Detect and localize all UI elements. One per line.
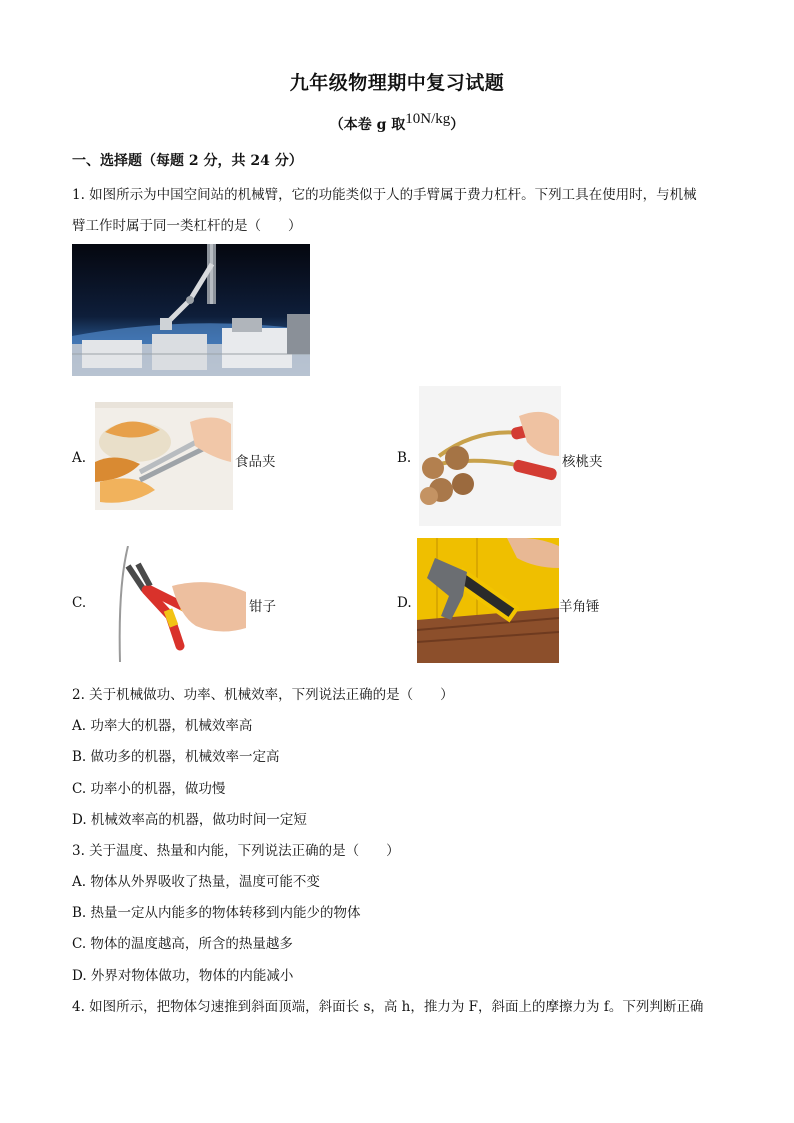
q3-option-d: D. 外界对物体做功，物体的内能减小	[72, 968, 294, 984]
claw-hammer-image	[417, 538, 559, 663]
q2-option-c: C. 功率小的机器，做功慢	[72, 781, 226, 797]
section-heading: 一、选择题（每题 2 分，共 24 分）	[72, 153, 303, 169]
q1-stem-line2: 臂工作时属于同一类杠杆的是（ ）	[72, 218, 302, 234]
subtitle	[0, 111, 794, 134]
q1-option-d-label: 羊角锤	[559, 599, 600, 615]
subtitle-suffix: ）	[450, 117, 465, 133]
q4-stem: 4. 如图所示，把物体匀速推到斜面顶端，斜面长 s，高 h，推力为 F，斜面上的摩擦力为 f。下列判断正确	[72, 999, 704, 1015]
nutcracker-image	[419, 386, 561, 526]
space-station-arm-image	[72, 244, 310, 376]
q2-option-d: D. 机械效率高的机器，做功时间一定短	[72, 812, 307, 828]
q2-option-a: A. 功率大的机器，机械效率高	[72, 718, 253, 734]
q1-option-c-label: 钳子	[249, 599, 276, 615]
q1-stem-line1: 1. 如图所示为中国空间站的机械臂，它的功能类似于人的手臂属于费力杠杆。下列工具在使用时，与机械	[72, 187, 697, 203]
q2-stem: 2. 关于机械做功、功率、机械效率，下列说法正确的是（ ）	[72, 687, 454, 703]
page-title: 九年级物理期中复习试题	[289, 72, 505, 94]
q2-option-b: B. 做功多的机器，机械效率一定高	[72, 749, 280, 765]
q1-option-b-label: 核桃夹	[562, 454, 603, 470]
q3-option-c: C. 物体的温度越高，所含的热量越多	[72, 936, 293, 952]
q3-stem: 3. 关于温度、热量和内能，下列说法正确的是（ ）	[72, 843, 400, 859]
q1-option-c-letter: C.	[72, 595, 87, 611]
pliers-image	[110, 546, 248, 662]
q3-option-b: B. 热量一定从内能多的物体转移到内能少的物体	[72, 905, 361, 921]
q1-option-a-label: 食品夹	[235, 454, 276, 470]
q1-option-d-letter: D.	[397, 595, 412, 611]
q1-option-a-letter: A.	[72, 450, 87, 466]
subtitle-prefix: （本卷 g 取	[329, 117, 406, 133]
q1-option-b-letter: B.	[397, 450, 412, 466]
food-tongs-image	[95, 402, 233, 510]
q3-option-a: A. 物体从外界吸收了热量，温度可能不变	[72, 874, 320, 890]
subtitle-unit: 10N/kg	[405, 111, 451, 127]
